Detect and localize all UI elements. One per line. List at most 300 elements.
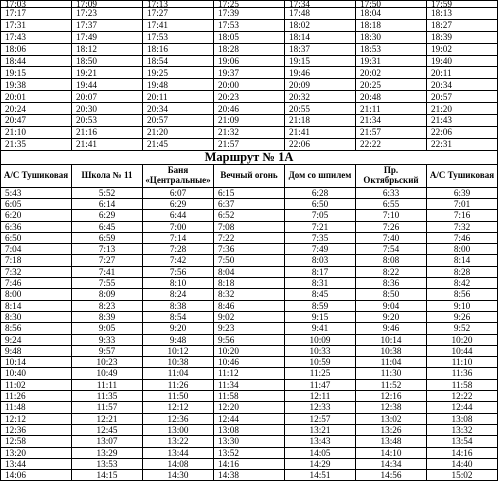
- time-cell: 9:04: [356, 300, 427, 311]
- time-cell: 14:56: [356, 470, 427, 481]
- time-cell: 9:24: [1, 334, 72, 345]
- time-cell: 17:27: [143, 8, 214, 20]
- time-cell: 8:14: [1, 300, 72, 311]
- time-cell: 18:05: [214, 31, 285, 43]
- time-cell: 12:58: [1, 436, 72, 447]
- route-schedule-row: [1, 266, 498, 277]
- time-cell: 18:37: [285, 43, 356, 55]
- time-cell: 13:21: [285, 424, 356, 435]
- time-cell: 19:21: [72, 67, 143, 79]
- time-cell: 8:30: [1, 311, 72, 322]
- time-cell: 20:02: [356, 67, 427, 79]
- time-cell: 13:00: [143, 424, 214, 435]
- time-cell: 6:37: [214, 198, 285, 209]
- time-cell: 12:44: [214, 413, 285, 424]
- time-cell: 11:26: [1, 391, 72, 402]
- time-cell: 6:39: [427, 187, 498, 198]
- route-schedule-row: [1, 413, 498, 424]
- time-cell: 11:48: [1, 402, 72, 413]
- time-cell: 7:32: [427, 221, 498, 232]
- time-cell: 18:02: [285, 19, 356, 31]
- time-cell: 7:54: [356, 244, 427, 255]
- time-cell: 10:44: [427, 345, 498, 356]
- route-schedule-row: [1, 187, 498, 198]
- time-cell: 6:59: [72, 232, 143, 243]
- time-cell: 12:11: [285, 391, 356, 402]
- time-cell: 17:53: [143, 31, 214, 43]
- route-schedule-row: [1, 311, 498, 322]
- upper-schedule-row: [1, 138, 498, 150]
- time-cell: 11:52: [356, 379, 427, 390]
- route-schedule-row: [1, 210, 498, 221]
- route-schedule-row: [1, 255, 498, 266]
- time-cell: 19:25: [143, 67, 214, 79]
- route-schedule-row: [1, 198, 498, 209]
- route-schedule-body: [1, 187, 498, 481]
- time-cell: 8:42: [427, 278, 498, 289]
- time-cell: 14:30: [143, 470, 214, 481]
- time-cell: 9:20: [143, 323, 214, 334]
- time-cell: 12:20: [214, 402, 285, 413]
- time-cell: 17:50: [356, 1, 427, 8]
- route-schedule-row: [1, 391, 498, 402]
- time-cell: 9:15: [285, 311, 356, 322]
- time-cell: 21:45: [143, 138, 214, 150]
- route-schedule-row: [1, 379, 498, 390]
- time-cell: 8:22: [356, 266, 427, 277]
- time-cell: 13:02: [356, 413, 427, 424]
- route-schedule-row: [1, 244, 498, 255]
- route-schedule-row: [1, 368, 498, 379]
- time-cell: 21:18: [285, 115, 356, 127]
- upper-schedule-body: [1, 1, 498, 151]
- time-cell: 7:27: [72, 255, 143, 266]
- time-cell: 21:10: [1, 126, 72, 138]
- time-cell: 21:34: [356, 115, 427, 127]
- time-cell: 14:38: [214, 470, 285, 481]
- time-cell: 8:09: [72, 289, 143, 300]
- route-schedule-row: [1, 402, 498, 413]
- time-cell: 7:36: [214, 244, 285, 255]
- time-cell: 18:28: [214, 43, 285, 55]
- time-cell: 9:48: [143, 334, 214, 345]
- upper-schedule-row: [1, 115, 498, 127]
- time-cell: 21:43: [427, 115, 498, 127]
- time-cell: 6:50: [285, 198, 356, 209]
- time-cell: 8:31: [285, 278, 356, 289]
- time-cell: 17:17: [1, 8, 72, 20]
- time-cell: 7:18: [1, 255, 72, 266]
- stop-header-row: [1, 164, 498, 187]
- time-cell: 11:12: [214, 368, 285, 379]
- time-cell: 10:14: [1, 357, 72, 368]
- time-cell: 7:01: [427, 198, 498, 209]
- time-cell: 8:45: [285, 289, 356, 300]
- time-cell: 12:16: [356, 391, 427, 402]
- time-cell: 10:20: [427, 334, 498, 345]
- route-schedule-row: [1, 323, 498, 334]
- upper-schedule-row: [1, 19, 498, 31]
- time-cell: 13:22: [143, 436, 214, 447]
- time-cell: 12:38: [356, 402, 427, 413]
- time-cell: 8:24: [143, 289, 214, 300]
- time-cell: 8:18: [214, 278, 285, 289]
- time-cell: 9:20: [356, 311, 427, 322]
- upper-schedule-row: [1, 126, 498, 138]
- time-cell: 6:36: [1, 221, 72, 232]
- route-schedule-row: [1, 345, 498, 356]
- upper-schedule-row: [1, 67, 498, 79]
- time-cell: 9:52: [427, 323, 498, 334]
- time-cell: 17:31: [1, 19, 72, 31]
- route-schedule-row: [1, 300, 498, 311]
- time-cell: 10:20: [214, 345, 285, 356]
- time-cell: 11:04: [143, 368, 214, 379]
- upper-schedule-row: [1, 43, 498, 55]
- time-cell: 6:33: [356, 187, 427, 198]
- time-cell: 6:20: [1, 210, 72, 221]
- time-cell: 6:05: [1, 198, 72, 209]
- time-cell: 20:57: [143, 115, 214, 127]
- time-cell: 20:11: [143, 91, 214, 103]
- time-cell: 10:46: [214, 357, 285, 368]
- time-cell: 7:13: [72, 244, 143, 255]
- time-cell: 12:45: [72, 424, 143, 435]
- time-cell: 8:23: [72, 300, 143, 311]
- time-cell: 7:41: [72, 266, 143, 277]
- time-cell: 21:20: [143, 126, 214, 138]
- time-cell: 12:36: [143, 413, 214, 424]
- time-cell: 6:55: [356, 198, 427, 209]
- time-cell: 21:57: [356, 126, 427, 138]
- time-cell: 14:34: [356, 458, 427, 469]
- route-schedule-row: [1, 334, 498, 345]
- time-cell: 18:14: [285, 31, 356, 43]
- time-cell: 8:04: [214, 266, 285, 277]
- time-cell: 7:32: [1, 266, 72, 277]
- route-schedule-row: [1, 289, 498, 300]
- time-cell: 20:23: [214, 91, 285, 103]
- time-cell: 8:38: [143, 300, 214, 311]
- time-cell: 7:04: [1, 244, 72, 255]
- time-cell: 7:08: [214, 221, 285, 232]
- time-cell: 6:44: [143, 210, 214, 221]
- time-cell: 20:30: [72, 103, 143, 115]
- upper-schedule-row: [1, 31, 498, 43]
- time-cell: 20:09: [285, 79, 356, 91]
- time-cell: 13:20: [1, 447, 72, 458]
- time-cell: 22:22: [356, 138, 427, 150]
- stop-header: Дом со шпилем: [285, 164, 356, 187]
- time-cell: 17:34: [285, 1, 356, 8]
- time-cell: 11:58: [214, 391, 285, 402]
- time-cell: 17:25: [214, 1, 285, 8]
- time-cell: 13:48: [356, 436, 427, 447]
- time-cell: 17:23: [72, 8, 143, 20]
- time-cell: 8:10: [143, 278, 214, 289]
- time-cell: 17:53: [214, 19, 285, 31]
- time-cell: 14:16: [214, 458, 285, 469]
- time-cell: 9:57: [72, 345, 143, 356]
- time-cell: 21:41: [72, 138, 143, 150]
- time-cell: 21:09: [214, 115, 285, 127]
- time-cell: 17:13: [143, 1, 214, 8]
- time-cell: 14:29: [285, 458, 356, 469]
- stop-header: Школа № 11: [72, 164, 143, 187]
- time-cell: 11:25: [285, 368, 356, 379]
- time-cell: 20:32: [285, 91, 356, 103]
- time-cell: 19:46: [285, 67, 356, 79]
- time-cell: 13:30: [214, 436, 285, 447]
- time-cell: 8:56: [1, 323, 72, 334]
- route-title: Маршрут № 1А: [1, 150, 498, 164]
- time-cell: 18:44: [1, 55, 72, 67]
- time-cell: 17:41: [143, 19, 214, 31]
- upper-schedule-row: [1, 79, 498, 91]
- time-cell: 13:29: [72, 447, 143, 458]
- time-cell: 20:24: [1, 103, 72, 115]
- time-cell: 21:57: [214, 138, 285, 150]
- time-cell: 20:00: [214, 79, 285, 91]
- time-cell: 10:09: [285, 334, 356, 345]
- time-cell: 8:39: [72, 311, 143, 322]
- time-cell: 8:32: [214, 289, 285, 300]
- time-cell: 9:33: [72, 334, 143, 345]
- stop-header: Пр. Октябрьский: [356, 164, 427, 187]
- time-cell: 13:54: [427, 436, 498, 447]
- time-cell: 6:52: [214, 210, 285, 221]
- time-cell: 7:00: [143, 221, 214, 232]
- time-cell: 12:36: [1, 424, 72, 435]
- time-cell: 22:06: [285, 138, 356, 150]
- time-cell: 18:39: [427, 31, 498, 43]
- time-cell: 21:32: [214, 126, 285, 138]
- route-schedule-row: [1, 357, 498, 368]
- time-cell: 20:57: [427, 91, 498, 103]
- time-cell: 8:36: [356, 278, 427, 289]
- upper-schedule-row: [1, 55, 498, 67]
- time-cell: 8:17: [285, 266, 356, 277]
- time-cell: 22:06: [427, 126, 498, 138]
- stop-header: А/С Тушиковая: [427, 164, 498, 187]
- time-cell: 20:55: [285, 103, 356, 115]
- time-cell: 19:02: [427, 43, 498, 55]
- time-cell: 19:06: [214, 55, 285, 67]
- time-cell: 9:46: [356, 323, 427, 334]
- time-cell: 18:13: [427, 8, 498, 20]
- time-cell: 11:02: [1, 379, 72, 390]
- time-cell: 13:53: [72, 458, 143, 469]
- route-schedule-row: [1, 436, 498, 447]
- time-cell: 7:55: [72, 278, 143, 289]
- time-cell: 20:46: [214, 103, 285, 115]
- time-cell: 20:25: [356, 79, 427, 91]
- time-cell: 10:14: [356, 334, 427, 345]
- time-cell: 17:43: [1, 31, 72, 43]
- time-cell: 7:28: [143, 244, 214, 255]
- time-cell: 6:29: [72, 210, 143, 221]
- route-schedule-row: [1, 221, 498, 232]
- time-cell: 17:49: [72, 31, 143, 43]
- time-cell: 13:52: [214, 447, 285, 458]
- time-cell: 15:02: [427, 470, 498, 481]
- time-cell: 18:50: [72, 55, 143, 67]
- time-cell: 14:06: [1, 470, 72, 481]
- time-cell: 11:11: [72, 379, 143, 390]
- time-cell: 7:05: [285, 210, 356, 221]
- time-cell: 10:38: [143, 357, 214, 368]
- time-cell: 19:40: [427, 55, 498, 67]
- time-cell: 11:34: [214, 379, 285, 390]
- time-cell: 8:08: [356, 255, 427, 266]
- time-cell: 6:45: [72, 221, 143, 232]
- stop-header: А/С Тушиковая: [1, 164, 72, 187]
- route-schedule-row: [1, 232, 498, 243]
- time-cell: 13:07: [72, 436, 143, 447]
- time-cell: 19:38: [1, 79, 72, 91]
- upper-schedule-row: [1, 1, 498, 8]
- time-cell: 20:34: [427, 79, 498, 91]
- time-cell: 5:52: [72, 187, 143, 198]
- time-cell: 20:01: [1, 91, 72, 103]
- time-cell: 11:36: [427, 368, 498, 379]
- time-cell: 13:43: [285, 436, 356, 447]
- time-cell: 7:49: [285, 244, 356, 255]
- stop-header: Вечный огонь: [214, 164, 285, 187]
- upper-schedule-row: [1, 91, 498, 103]
- time-cell: 12:44: [427, 402, 498, 413]
- time-cell: 11:50: [143, 391, 214, 402]
- time-cell: 11:47: [285, 379, 356, 390]
- time-cell: 7:22: [214, 232, 285, 243]
- time-cell: 18:04: [356, 8, 427, 20]
- time-cell: 18:12: [72, 43, 143, 55]
- time-cell: 18:30: [356, 31, 427, 43]
- time-cell: 9:10: [427, 300, 498, 311]
- time-cell: 8:59: [285, 300, 356, 311]
- time-cell: 12:12: [143, 402, 214, 413]
- time-cell: 9:41: [285, 323, 356, 334]
- time-cell: 11:57: [72, 402, 143, 413]
- time-cell: 13:26: [356, 424, 427, 435]
- time-cell: 9:56: [214, 334, 285, 345]
- time-cell: 13:08: [214, 424, 285, 435]
- time-cell: 13:44: [143, 447, 214, 458]
- time-cell: 5:43: [1, 187, 72, 198]
- time-cell: 9:23: [214, 323, 285, 334]
- time-cell: 8:00: [427, 244, 498, 255]
- time-cell: 14:40: [427, 458, 498, 469]
- time-cell: 7:46: [427, 232, 498, 243]
- time-cell: 19:37: [214, 67, 285, 79]
- time-cell: 10:12: [143, 345, 214, 356]
- time-cell: 11:26: [143, 379, 214, 390]
- time-cell: 13:32: [427, 424, 498, 435]
- time-cell: 14:15: [72, 470, 143, 481]
- time-cell: 20:07: [72, 91, 143, 103]
- time-cell: 7:26: [356, 221, 427, 232]
- time-cell: 7:10: [356, 210, 427, 221]
- time-cell: 6:14: [72, 198, 143, 209]
- time-cell: 8:03: [285, 255, 356, 266]
- time-cell: 6:15: [214, 187, 285, 198]
- time-cell: 14:10: [356, 447, 427, 458]
- time-cell: 13:08: [427, 413, 498, 424]
- time-cell: 6:28: [285, 187, 356, 198]
- time-cell: 9:02: [214, 311, 285, 322]
- time-cell: 12:22: [427, 391, 498, 402]
- time-cell: 11:58: [427, 379, 498, 390]
- time-cell: 9:26: [427, 311, 498, 322]
- stop-header: Баня «Центральные»: [143, 164, 214, 187]
- time-cell: 21:16: [72, 126, 143, 138]
- route-schedule-row: [1, 470, 498, 481]
- time-cell: 14:51: [285, 470, 356, 481]
- time-cell: 19:15: [285, 55, 356, 67]
- time-cell: 12:33: [285, 402, 356, 413]
- time-cell: 12:57: [285, 413, 356, 424]
- time-cell: 10:38: [356, 345, 427, 356]
- time-cell: 17:59: [427, 1, 498, 8]
- time-cell: 12:12: [1, 413, 72, 424]
- time-cell: 7:35: [285, 232, 356, 243]
- time-cell: 19:31: [356, 55, 427, 67]
- time-cell: 17:37: [72, 19, 143, 31]
- time-cell: 9:05: [72, 323, 143, 334]
- time-cell: 20:34: [143, 103, 214, 115]
- time-cell: 20:11: [427, 67, 498, 79]
- time-cell: 7:50: [214, 255, 285, 266]
- time-cell: 11:10: [427, 357, 498, 368]
- time-cell: 8:56: [427, 289, 498, 300]
- time-cell: 9:48: [1, 345, 72, 356]
- time-cell: 18:27: [427, 19, 498, 31]
- time-cell: 20:53: [72, 115, 143, 127]
- time-cell: 17:09: [72, 1, 143, 8]
- route-title-section: [1, 150, 498, 187]
- route-schedule-row: [1, 278, 498, 289]
- time-cell: 11:04: [356, 357, 427, 368]
- time-cell: 8:54: [143, 311, 214, 322]
- time-cell: 21:20: [427, 103, 498, 115]
- time-cell: 20:47: [1, 115, 72, 127]
- time-cell: 8:50: [356, 289, 427, 300]
- time-cell: 21:35: [1, 138, 72, 150]
- time-cell: 19:15: [1, 67, 72, 79]
- time-cell: 21:11: [356, 103, 427, 115]
- time-cell: 10:23: [72, 357, 143, 368]
- route-schedule-row: [1, 424, 498, 435]
- time-cell: 17:03: [1, 1, 72, 8]
- time-cell: 11:35: [72, 391, 143, 402]
- route-schedule-row: [1, 458, 498, 469]
- time-cell: 21:41: [285, 126, 356, 138]
- upper-schedule-row: [1, 8, 498, 20]
- time-cell: 12:21: [72, 413, 143, 424]
- time-cell: 8:28: [427, 266, 498, 277]
- time-cell: 6:29: [143, 198, 214, 209]
- time-cell: 7:46: [1, 278, 72, 289]
- time-cell: 7:42: [143, 255, 214, 266]
- time-cell: 19:44: [72, 79, 143, 91]
- time-cell: 7:40: [356, 232, 427, 243]
- time-cell: 6:07: [143, 187, 214, 198]
- time-cell: 17:48: [285, 8, 356, 20]
- time-cell: 13:44: [1, 458, 72, 469]
- time-cell: 8:00: [1, 289, 72, 300]
- time-cell: 8:14: [427, 255, 498, 266]
- time-cell: 7:21: [285, 221, 356, 232]
